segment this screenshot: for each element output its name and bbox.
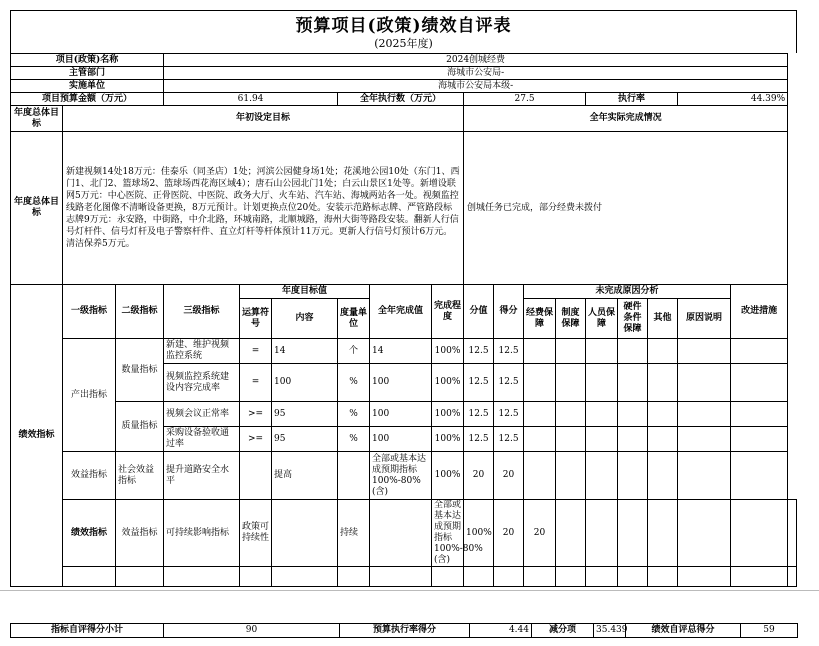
title-block xyxy=(10,10,797,53)
indicator-name: 采购设备验收通过率 xyxy=(164,427,240,452)
indicator-actual: 14 xyxy=(370,339,432,364)
project-name-value: 2024创城经费 xyxy=(164,54,788,67)
empty-cell xyxy=(618,500,648,567)
indicator-score: 12.5 xyxy=(494,427,524,452)
indicator-unit: % xyxy=(338,427,370,452)
goals-section-label: 年度总体目标 xyxy=(11,106,63,132)
indicator-value: 20 xyxy=(494,500,524,567)
empty-cell xyxy=(272,567,338,587)
empty-cell xyxy=(63,567,116,587)
dept-row xyxy=(11,67,797,80)
empty-cell xyxy=(731,402,788,427)
goals-header-row xyxy=(11,106,797,132)
score-summary-row xyxy=(11,624,798,638)
empty-cell xyxy=(788,567,797,587)
empty-cell xyxy=(370,567,432,587)
actual-header: 全年完成值 xyxy=(370,285,432,339)
score-value-header: 分值 xyxy=(464,285,494,339)
empty-cell xyxy=(678,339,731,364)
empty-cell xyxy=(556,339,586,364)
empty-cell xyxy=(586,567,618,587)
completion-header: 完成程度 xyxy=(432,285,464,339)
empty-cell xyxy=(556,500,586,567)
impl-label: 实施单位 xyxy=(11,80,164,93)
budget-label: 项目预算金额（万元） xyxy=(11,93,164,106)
goals-actual-header: 全年实际完成情况 xyxy=(464,106,788,132)
empty-cell xyxy=(524,364,556,402)
empty-cell xyxy=(116,567,164,587)
indicator-value: 12.5 xyxy=(464,402,494,427)
reason-desc-header: 原因说明 xyxy=(678,299,731,339)
reason-system-header: 制度保障 xyxy=(556,299,586,339)
page-title: 预算项目(政策)绩效自评表 xyxy=(295,16,512,36)
indicator-value: 12.5 xyxy=(464,339,494,364)
level2-header: 二级指标 xyxy=(116,285,164,339)
blank-row xyxy=(11,567,797,587)
dept-value: 海城市公安局- xyxy=(164,67,788,80)
table-row xyxy=(11,339,797,364)
goals-content-row xyxy=(11,132,797,285)
table-row xyxy=(11,402,797,427)
indicator-content: 持续 xyxy=(338,500,370,567)
empty-cell xyxy=(731,452,788,500)
empty-cell xyxy=(648,339,678,364)
reason-hardware-header: 硬件条件保障 xyxy=(618,299,648,339)
indicator-value: 12.5 xyxy=(464,427,494,452)
indicator-completion: 100% xyxy=(464,500,494,567)
empty-cell xyxy=(524,427,556,452)
empty-cell xyxy=(731,567,788,587)
reason-group-header: 未完成原因分析 xyxy=(524,285,731,299)
quality-indicator-label: 质量指标 xyxy=(116,402,164,452)
deduct-value: 35.439 xyxy=(594,624,626,638)
empty-cell xyxy=(648,427,678,452)
empty-cell xyxy=(731,500,788,567)
indicator-header-row-1 xyxy=(11,285,797,299)
empty-cell xyxy=(494,567,524,587)
sustain-indicator-label: 可持续影响指标 xyxy=(164,500,240,567)
empty-cell xyxy=(648,567,678,587)
empty-cell xyxy=(524,402,556,427)
benefit-indicator-label-2: 效益指标 xyxy=(116,500,164,567)
indicator-unit: 个 xyxy=(338,339,370,364)
indicator-completion: 100% xyxy=(432,452,464,500)
empty-cell xyxy=(586,452,618,500)
empty-cell xyxy=(678,452,731,500)
quantity-indicator-label: 数量指标 xyxy=(116,339,164,402)
level3-header: 三级指标 xyxy=(164,285,240,339)
self-evaluation-sheet xyxy=(10,10,797,587)
budget-value: 61.94 xyxy=(164,93,338,106)
indicator-actual: 100 xyxy=(370,427,432,452)
total-score-label: 绩效自评总得分 xyxy=(626,624,741,638)
empty-cell xyxy=(678,364,731,402)
indicator-op xyxy=(240,452,272,500)
year-subtitle: (2025年度) xyxy=(374,37,433,50)
deduct-label: 减分项 xyxy=(532,624,594,638)
empty-cell xyxy=(586,500,618,567)
improve-header: 改进措施 xyxy=(731,285,788,339)
op-header: 运算符号 xyxy=(240,299,272,339)
empty-cell xyxy=(618,452,648,500)
goals-set-header: 年初设定目标 xyxy=(63,106,464,132)
project-name-label: 项目(政策)名称 xyxy=(11,54,164,67)
indicator-completion: 100% xyxy=(432,402,464,427)
indicator-content: 95 xyxy=(272,402,338,427)
indicator-actual: 全部或基本达成预期指标100%-80%(含) xyxy=(370,452,432,500)
score-summary-table xyxy=(10,623,798,638)
empty-cell xyxy=(432,567,464,587)
indicator-unit: % xyxy=(338,364,370,402)
empty-cell xyxy=(648,402,678,427)
indicator-op: >= xyxy=(240,427,272,452)
indicator-op xyxy=(272,500,338,567)
indicator-op: = xyxy=(240,339,272,364)
indicator-content: 95 xyxy=(272,427,338,452)
empty-cell xyxy=(524,452,556,500)
level1-header: 一级指标 xyxy=(63,285,116,339)
reason-fund-header: 经费保障 xyxy=(524,299,556,339)
indicator-content: 100 xyxy=(272,364,338,402)
empty-cell xyxy=(586,339,618,364)
indicator-op: = xyxy=(240,364,272,402)
indicator-actual: 全部或基本达成预期指标100%-80%(含) xyxy=(432,500,464,567)
indicator-op: >= xyxy=(240,402,272,427)
empty-cell xyxy=(586,402,618,427)
indicator-completion: 100% xyxy=(432,427,464,452)
empty-cell xyxy=(524,567,556,587)
page-divider xyxy=(0,590,819,591)
reason-staff-header: 人员保障 xyxy=(586,299,618,339)
indicator-content: 提高 xyxy=(272,452,338,500)
indicator-score: 20 xyxy=(494,452,524,500)
reason-other-header: 其他 xyxy=(648,299,678,339)
empty-cell xyxy=(164,567,240,587)
empty-cell xyxy=(556,452,586,500)
empty-cell xyxy=(556,364,586,402)
empty-cell xyxy=(556,402,586,427)
indicator-value: 20 xyxy=(464,452,494,500)
indicators-section-label-2: 绩效指标 xyxy=(63,500,116,567)
indicator-score: 20 xyxy=(524,500,556,567)
exec-amount-label: 全年执行数（万元） xyxy=(338,93,464,106)
indicator-unit xyxy=(338,452,370,500)
indicator-actual: 100 xyxy=(370,364,432,402)
impl-row xyxy=(11,80,797,93)
subtotal-value: 90 xyxy=(164,624,340,638)
table-row xyxy=(11,500,797,567)
empty-cell xyxy=(556,427,586,452)
empty-cell xyxy=(731,427,788,452)
exec-amount-value: 27.5 xyxy=(464,93,586,106)
empty-cell xyxy=(618,402,648,427)
empty-cell xyxy=(731,364,788,402)
goals-set-text: 新建视频14处18万元：佳泰乐（同圣店）1处；河滨公园健身场1处；花溪地公园10处（东门1、西门1、北门2、篮球场2、篮球场西花海区域4）；唐石山公园北门1处；白云山景区1处等。新增设联网5万元：中心医院、正骨医院、中医院、政务大厅、火车站、汽车站、海城两站各一处。视频监控线路老化图像不清晰设备更换，8万元预计。计划更换点位20处。安装示范路标志牌、严管路段标志牌9万元：永安路，中街路，中介北路，环城南路，北顺城路，海州大街等路段安装。翻新人行信号灯杆件、信号灯杆及电子警察杆件、直立灯杆等杆体预计11万元。更新人行信号灯预计6万元。清洁保养5万元。 xyxy=(63,132,464,285)
indicator-name: 视频监控系统建设内容完成率 xyxy=(164,364,240,402)
indicator-name: 视频会议正常率 xyxy=(164,402,240,427)
impl-value: 海城市公安局本级- xyxy=(164,80,788,93)
output-indicator-label: 产出指标 xyxy=(63,339,116,452)
exec-score-value: 4.44 xyxy=(470,624,532,638)
empty-cell xyxy=(586,364,618,402)
benefit-indicator-label: 效益指标 xyxy=(63,452,116,500)
empty-cell xyxy=(464,567,494,587)
total-score-value: 59 xyxy=(741,624,798,638)
exec-score-label: 预算执行率得分 xyxy=(340,624,470,638)
empty-cell xyxy=(524,339,556,364)
indicator-completion: 100% xyxy=(432,364,464,402)
unit-header: 度量单位 xyxy=(338,299,370,339)
score-header: 得分 xyxy=(494,285,524,339)
social-benefit-label: 社会效益指标 xyxy=(116,452,164,500)
empty-cell xyxy=(556,567,586,587)
empty-cell xyxy=(240,567,272,587)
exec-rate-value: 44.39% xyxy=(678,93,788,106)
empty-cell xyxy=(648,500,678,567)
empty-cell xyxy=(648,364,678,402)
content-header: 内容 xyxy=(272,299,338,339)
table-row xyxy=(11,452,797,500)
indicator-score: 12.5 xyxy=(494,339,524,364)
budget-row xyxy=(11,93,797,106)
empty-cell xyxy=(648,452,678,500)
indicator-unit xyxy=(370,500,432,567)
score-summary xyxy=(10,623,797,638)
empty-cell xyxy=(618,427,648,452)
empty-cell xyxy=(678,500,731,567)
empty-cell xyxy=(678,567,731,587)
empty-cell xyxy=(678,402,731,427)
empty-cell xyxy=(618,364,648,402)
empty-cell xyxy=(678,427,731,452)
indicator-name: 新建、维护视频监控系统 xyxy=(164,339,240,364)
empty-cell xyxy=(788,500,797,567)
empty-cell xyxy=(618,339,648,364)
indicator-value: 12.5 xyxy=(464,364,494,402)
empty-cell xyxy=(338,567,370,587)
indicator-score: 12.5 xyxy=(494,364,524,402)
evaluation-table xyxy=(10,53,797,587)
dept-label: 主管部门 xyxy=(11,67,164,80)
exec-rate-label: 执行率 xyxy=(586,93,678,106)
goals-actual-text: 创城任务已完成，部分经费未拨付 xyxy=(464,132,788,285)
indicator-name: 政策可持续性 xyxy=(240,500,272,567)
empty-cell xyxy=(731,339,788,364)
indicator-actual: 100 xyxy=(370,402,432,427)
indicator-content: 14 xyxy=(272,339,338,364)
empty-cell xyxy=(618,567,648,587)
indicators-section-label: 绩效指标 xyxy=(11,285,63,587)
indicator-completion: 100% xyxy=(432,339,464,364)
indicator-name: 提升道路安全水平 xyxy=(164,452,240,500)
goals-row-label: 年度总体目标 xyxy=(11,132,63,285)
empty-cell xyxy=(586,427,618,452)
project-name-row xyxy=(11,54,797,67)
subtotal-label: 指标自评得分小计 xyxy=(11,624,164,638)
indicator-score: 12.5 xyxy=(494,402,524,427)
indicator-unit: % xyxy=(338,402,370,427)
target-group-header: 年度目标值 xyxy=(240,285,370,299)
